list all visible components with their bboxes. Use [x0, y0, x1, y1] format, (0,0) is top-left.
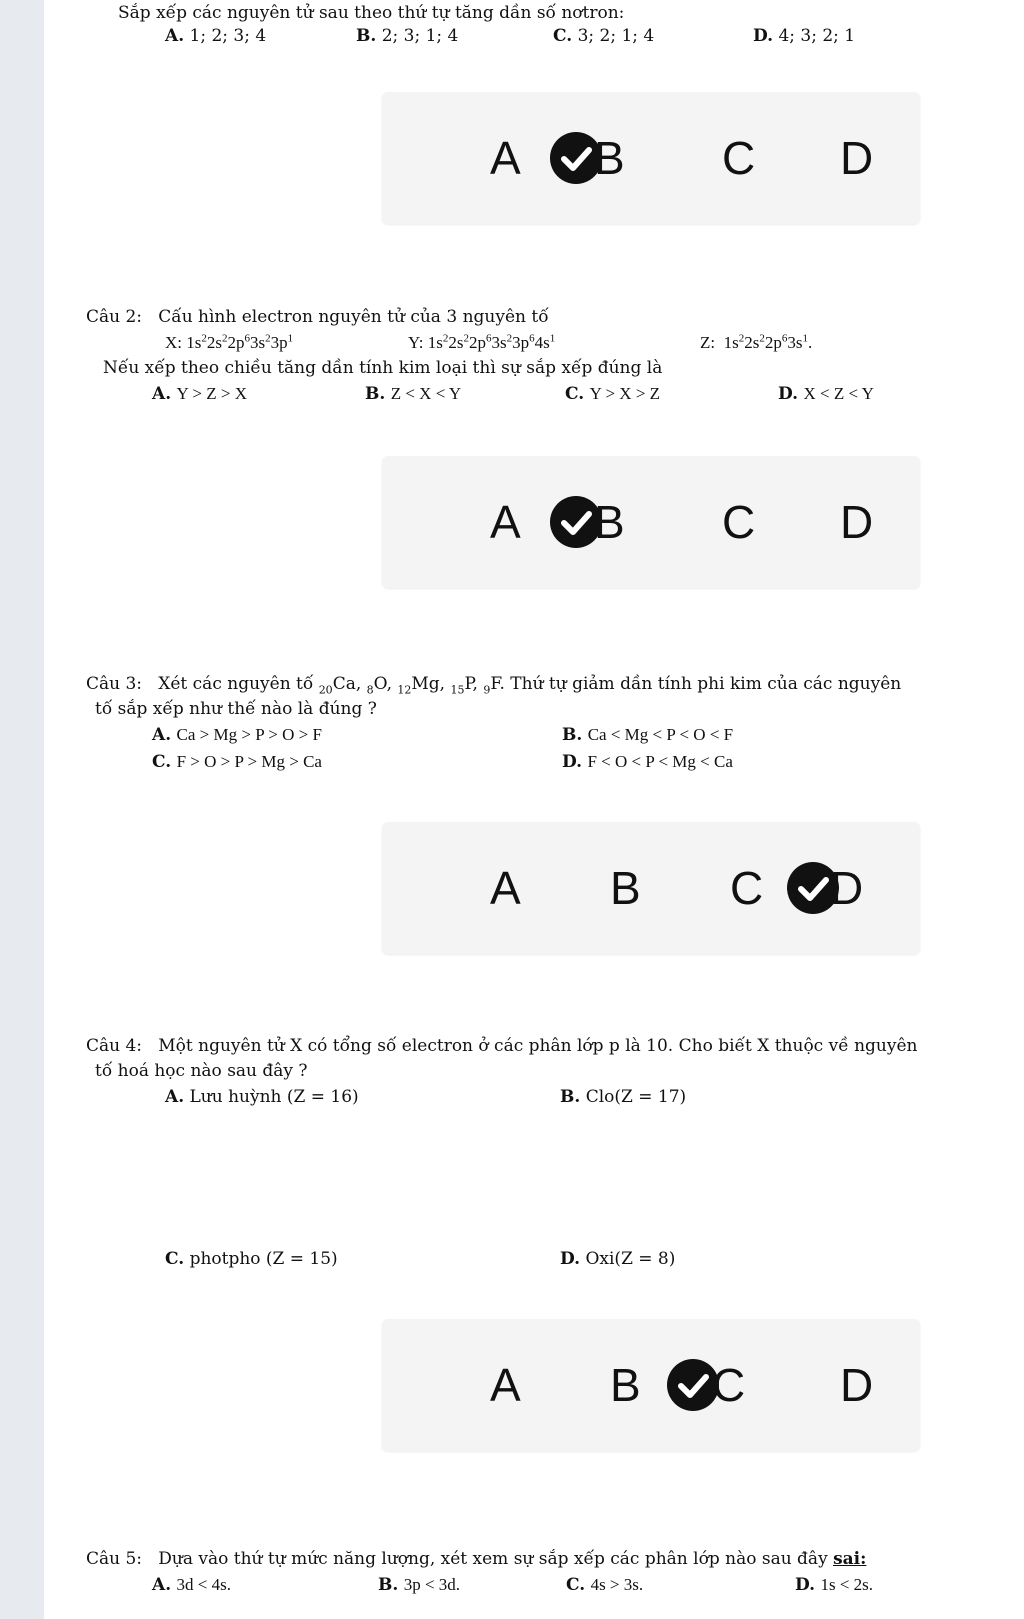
answer-box-q1 [382, 92, 920, 224]
answer-c[interactable]: C [722, 496, 756, 548]
answer-b[interactable]: B [610, 862, 641, 914]
answer-box-q3 [382, 822, 920, 954]
answer-b[interactable]: B [594, 496, 625, 548]
answer-c[interactable]: C [730, 862, 764, 914]
q2-config-x: X: $1s^22s^22p^63s^23p^1$ [165, 332, 294, 352]
q5-option-c: C. 4s > 3s. [566, 1575, 644, 1595]
q4-option-d: D. Oxi(Z = 8) [560, 1249, 676, 1269]
q2-config-y: Y: $1s^22s^22p^63s^23p^64s^1$ [408, 332, 556, 352]
q3-stem-line2: tố sắp xếp như thế nào là đúng ? [95, 699, 377, 719]
q2-option-c: C. Y > X > Z [565, 384, 661, 404]
answer-box-q4 [382, 1319, 920, 1451]
q1-option-d: D. 4; 3; 2; 1 [753, 26, 856, 46]
q2-option-a: A. Y > Z > X [152, 384, 247, 404]
q3-option-a: A. Ca > Mg > P > O > F [152, 725, 322, 745]
answer-box-q2 [382, 456, 920, 588]
q1-option-a: A. 1; 2; 3; 4 [165, 26, 267, 46]
answer-d[interactable]: D [840, 1359, 874, 1411]
left-margin-bar [0, 0, 44, 1619]
q2-stem: Câu 2: Cấu hình electron nguyên tử của 3 nguyên tố [86, 307, 549, 327]
q2-config-z: Z: $1s^22s^22p^63s^1$. [700, 332, 813, 352]
q5-option-a: A. 3d < 4s. [152, 1575, 231, 1595]
q3-option-d: D. F < O < P < Mg < Ca [562, 752, 733, 772]
q2-question: Nếu xếp theo chiều tăng dần tính kim loại thì sự sắp xếp đúng là [103, 358, 663, 378]
q2-option-b: B. Z < X < Y [365, 384, 462, 404]
q1-option-b: B. 2; 3; 1; 4 [356, 26, 459, 46]
answer-d[interactable]: D [830, 862, 864, 914]
answer-c[interactable]: C [712, 1359, 746, 1411]
q4-option-a: A. Lưu huỳnh (Z = 16) [165, 1087, 359, 1107]
q4-option-b: B. Clo(Z = 17) [560, 1087, 687, 1107]
answer-a[interactable]: A [490, 496, 521, 548]
answer-d[interactable]: D [840, 132, 874, 184]
answer-a[interactable]: A [490, 132, 521, 184]
answer-b[interactable]: B [594, 132, 625, 184]
q5-option-d: D. 1s < 2s. [795, 1575, 874, 1595]
q2-option-d: D. X < Z < Y [778, 384, 874, 404]
answer-a[interactable]: A [490, 1359, 521, 1411]
answer-c[interactable]: C [722, 132, 756, 184]
q3-option-c: C. F > O > P > Mg > Ca [152, 752, 322, 772]
answer-d[interactable]: D [840, 496, 874, 548]
q3-stem: Câu 3: Xét các nguyên tố $_{20}$Ca, $_8$O, $_{12}$Mg, $_{15}$P, $_9$F. Thứ tự giảm dần tính phi kim của các nguyên [86, 674, 902, 697]
answer-b[interactable]: B [610, 1359, 641, 1411]
q1-intro: Sắp xếp các nguyên tử sau theo thứ tự tăng dần số nơtron: [118, 3, 625, 23]
q4-option-c: C. photpho (Z = 15) [165, 1249, 338, 1269]
answer-a[interactable]: A [490, 862, 521, 914]
q4-stem-line2: tố hoá học nào sau đây ? [95, 1061, 308, 1081]
q5-stem: Câu 5: Dựa vào thứ tự mức năng lượng, xét xem sự sắp xếp các phân lớp nào sau đây sai: [86, 1549, 867, 1569]
q4-stem: Câu 4: Một nguyên tử X có tổng số electron ở các phân lớp p là 10. Cho biết X thuộc về nguyên [86, 1036, 918, 1056]
q3-option-b: B. Ca < Mg < P < O < F [562, 725, 734, 745]
q5-option-b: B. 3p < 3d. [378, 1575, 461, 1595]
q1-option-c: C. 3; 2; 1; 4 [553, 26, 655, 46]
